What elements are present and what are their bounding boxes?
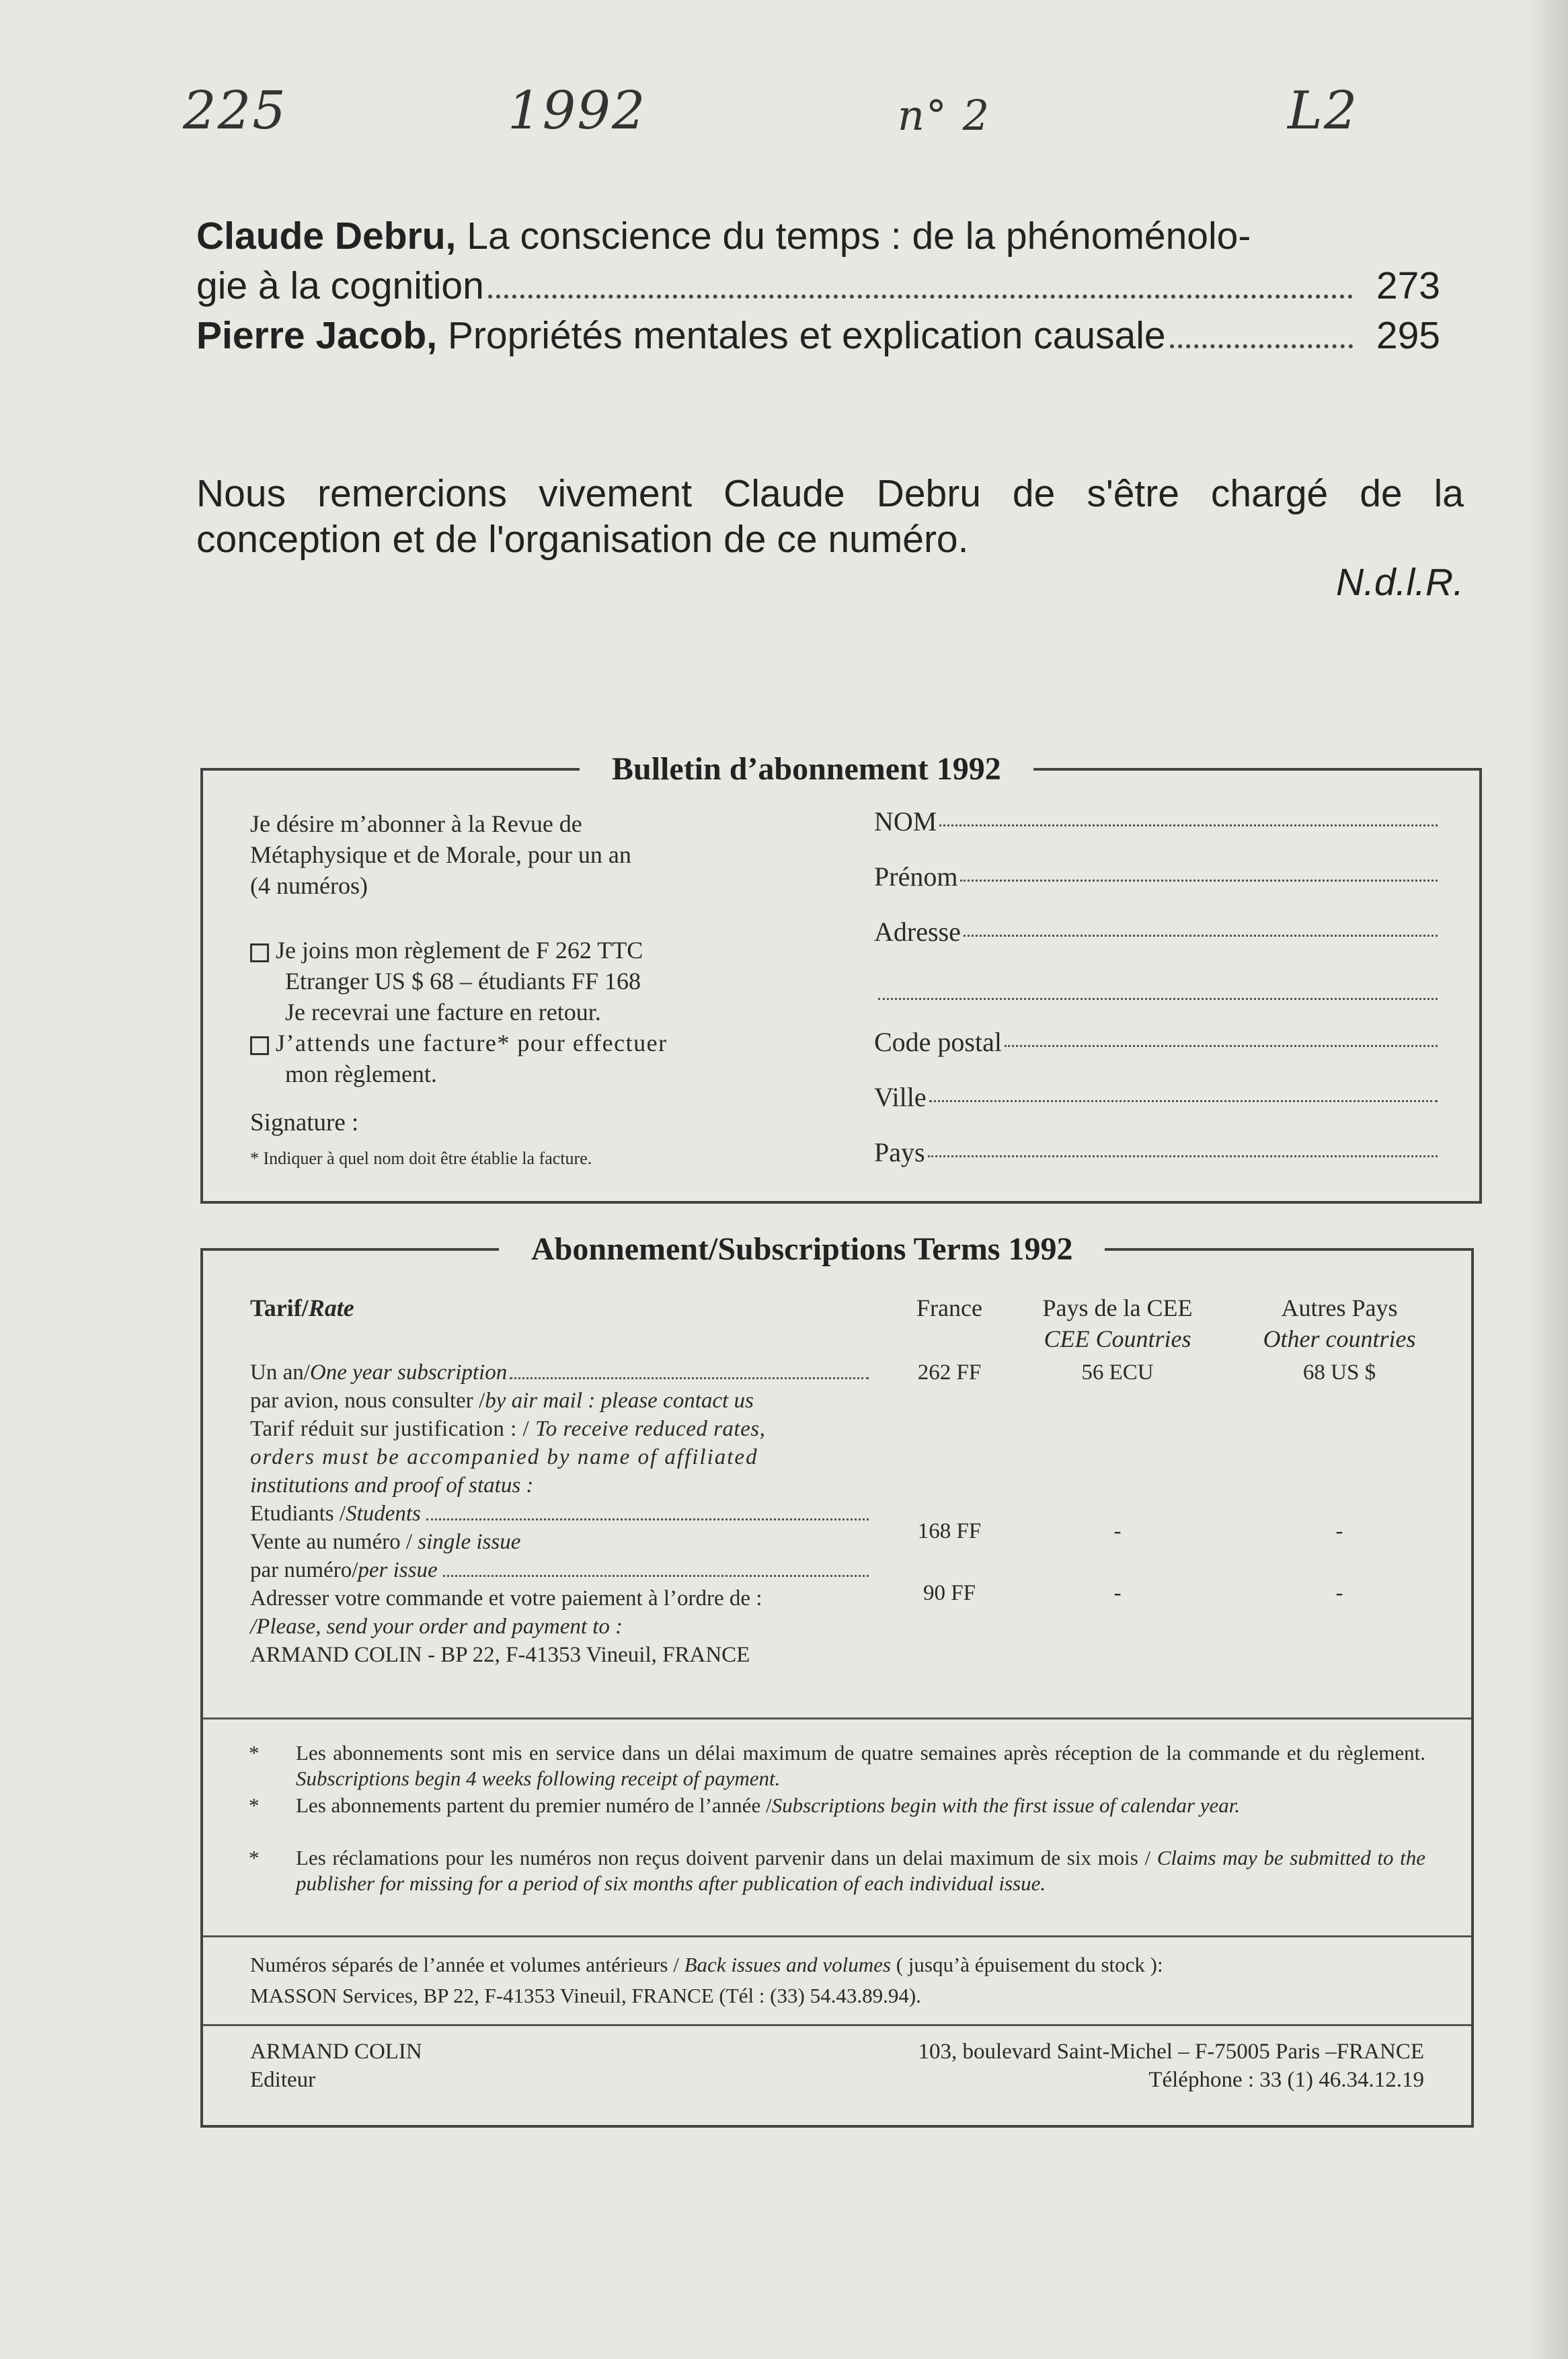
publisher-address: 103, boulevard Saint-Michel – F-75005 Paris –FRANCE (918, 2040, 1424, 2064)
row-air-mail (250, 1387, 869, 1415)
handwritten-number: 225 (183, 81, 287, 141)
row-reduced (250, 1415, 869, 1443)
toc-title: gie à la cognition (196, 264, 484, 307)
price-other-one-year: 68 US $ (1302, 1360, 1376, 1385)
col-label-en: Other countries (1263, 1325, 1416, 1352)
field-label: Ville (874, 1082, 927, 1112)
row-label-en: orders must be accompanied by name of affiliated (250, 1445, 758, 1469)
request-line: Je désire m’abonner à la Revue de (250, 810, 582, 837)
rate-header (250, 1292, 354, 1323)
signature-label: Signature : (250, 1109, 359, 1136)
country-field[interactable] (874, 1136, 1438, 1168)
row-leader (510, 1377, 869, 1379)
option-label: J’attends une facture* pour effectuer (276, 1030, 668, 1056)
price-france-students: 168 FF (917, 1519, 982, 1543)
toc-line (196, 313, 1440, 363)
option-label: mon règlement. (285, 1060, 437, 1087)
publisher-label: ARMAND COLIN (250, 2040, 422, 2064)
checkbox[interactable] (250, 943, 269, 962)
payment-option-invoice[interactable] (250, 1028, 828, 1089)
option-label: Etranger US $ 68 – étudiants FF 168 (285, 968, 641, 995)
order-address: ARMAND COLIN - BP 22, F-41353 Vineuil, FRANCE (250, 1643, 750, 1667)
row-leader (443, 1575, 869, 1577)
handwritten-year: 1992 (508, 81, 647, 141)
handwritten-issue: n° 2 (898, 91, 991, 140)
subscription-form-title: Bulletin d’abonnement 1992 (580, 750, 1033, 787)
rate-label-en: Rate (308, 1294, 354, 1321)
back-issues-text: ( jusqu’à épuisement du stock ): (890, 1953, 1163, 1976)
field-label: Pays (874, 1137, 925, 1167)
toc-author: Claude Debru, (196, 215, 457, 258)
toc-title: La conscience du temps : de la phénoménolo- (467, 215, 1251, 258)
row-label-en: To receive reduced rates, (535, 1417, 766, 1441)
col-cee (1010, 1292, 1225, 1354)
back-issues (250, 1951, 1447, 2009)
note-text: Les réclamations pour les numéros non reçus doivent parvenir dans un delai maximum de six mois / (296, 1846, 1157, 1869)
price-cee-students: - (1113, 1519, 1122, 1543)
col-label: Autres Pays (1281, 1294, 1398, 1321)
toc-entry (196, 214, 1440, 363)
row-label: Un an/ (250, 1360, 310, 1385)
note-item (249, 1740, 1425, 1791)
note-text: Les abonnements sont mis en service dans un délai maximum de quatre semaines après réception de la commande et du règlement. (296, 1741, 1425, 1765)
option-label: Je joins mon règlement de F 262 TTC (276, 937, 643, 964)
publisher-role: Editeur (250, 2068, 316, 2092)
subscription-terms-title: Abonnement/Subscriptions Terms 1992 (499, 1231, 1105, 1268)
rates-list (250, 1358, 869, 1669)
back-issues-text-en: Back issues and volumes (684, 1953, 891, 1976)
subscription-request (250, 808, 801, 901)
handwritten-code: L2 (1288, 81, 1359, 141)
row-one-year (250, 1358, 869, 1387)
price-cee-one-year: 56 ECU (1081, 1360, 1154, 1385)
field-line[interactable] (964, 935, 1438, 937)
row-label-en: Students (346, 1502, 421, 1526)
field-label: Prénom (874, 861, 958, 892)
field-label: NOM (874, 806, 937, 837)
field-label: Code postal (874, 1027, 1002, 1057)
row-label-en: single issue (418, 1530, 521, 1554)
col-label: Pays de la CEE (1042, 1294, 1193, 1321)
request-line: (4 numéros) (250, 872, 368, 899)
toc-leader (1170, 344, 1353, 348)
row-label-en: institutions and proof of status : (250, 1473, 534, 1498)
note-text-en: Subscriptions begin 4 weeks following receipt of payment. (296, 1767, 781, 1790)
editorial-signature: N.d.l.R. (1335, 561, 1464, 604)
page-edge-shadow (1528, 0, 1568, 2359)
toc-line (196, 264, 1440, 313)
request-line: Métaphysique et de Morale, pour un an (250, 841, 631, 868)
note-text-en: Claims may be submitted to the publisher for missing for a period of six months after publication of each individual issue. (296, 1846, 1425, 1895)
toc-line (196, 214, 1440, 264)
name-field[interactable] (874, 806, 1438, 837)
back-issues-address: MASSON Services, BP 22, F-41353 Vineuil, FRANCE (Tél : (33) 54.43.89.94). (250, 1984, 921, 2007)
bullet-star: * (249, 1793, 260, 1817)
note-text-en: Subscriptions begin with the first issue of calendar year. (771, 1793, 1241, 1817)
toc-page: 273 (1376, 264, 1440, 307)
field-line[interactable] (960, 880, 1438, 882)
first-name-field[interactable] (874, 861, 1438, 892)
field-line[interactable] (1005, 1045, 1438, 1047)
divider (203, 2024, 1471, 2026)
col-label-en: CEE Countries (1044, 1325, 1191, 1352)
acknowledgement-text: Nous remercions vivement Claude Debru de s'être chargé de la conception et de l'organisation de ce numéro. (196, 472, 1464, 561)
checkbox[interactable] (250, 1036, 269, 1055)
publisher-contact (918, 2038, 1424, 2094)
invoice-footnote: * Indiquer à quel nom doit être établie la facture. (250, 1149, 592, 1168)
bullet-star: * (249, 1741, 260, 1765)
order-instruction: Adresser votre commande et votre paiement à l’ordre de : (250, 1586, 762, 1611)
row-single (250, 1528, 869, 1556)
row-label: par numéro/ (250, 1558, 358, 1582)
toc-author: Pierre Jacob, (196, 314, 438, 357)
payment-option-enclosed[interactable] (250, 935, 828, 1028)
row-leader (426, 1518, 869, 1520)
col-other (1239, 1292, 1440, 1354)
price-france-per-issue: 90 FF (923, 1581, 976, 1605)
price-other-per-issue: - (1335, 1581, 1343, 1605)
rate-label: Tarif/ (250, 1294, 309, 1321)
publisher-phone: Téléphone : 33 (1) 46.34.12.19 (1148, 2068, 1424, 2092)
row-label-en: by air mail : please contact us (485, 1389, 754, 1413)
price-cee-per-issue: - (1113, 1581, 1122, 1605)
row-students (250, 1500, 869, 1528)
field-line[interactable] (928, 1155, 1438, 1157)
toc-leader (488, 295, 1353, 299)
row-label: Vente au numéro / (250, 1530, 418, 1554)
bullet-star: * (249, 1846, 260, 1869)
price-other-students: - (1335, 1519, 1343, 1543)
publisher-name (250, 2038, 422, 2094)
toc-title: Propriétés mentales et explication causale (447, 314, 1166, 357)
row-label: Etudiants / (250, 1502, 346, 1526)
note-item (249, 1845, 1425, 1896)
back-issues-text: Numéros séparés de l’année et volumes antérieurs / (250, 1953, 684, 1976)
field-line[interactable] (929, 1100, 1438, 1102)
row-label: Tarif réduit sur justification : / (250, 1417, 530, 1441)
field-line[interactable] (939, 824, 1438, 826)
option-label: Je recevrai une facture en retour. (285, 999, 601, 1026)
price-france-one-year: 262 FF (917, 1360, 982, 1385)
address-field[interactable] (874, 916, 1438, 948)
row-label-en: One year subscription (309, 1360, 508, 1385)
row-label: par avion, nous consulter / (250, 1389, 485, 1413)
subscription-terms (200, 1231, 1474, 2128)
field-label: Adresse (874, 917, 961, 947)
toc-page: 295 (1376, 314, 1440, 357)
city-field[interactable] (874, 1081, 1438, 1113)
note-text: Les abonnements partent du premier numéro de l’année / (296, 1793, 772, 1817)
row-per-issue (250, 1556, 869, 1584)
divider (203, 1717, 1471, 1719)
note-item (249, 1793, 1425, 1818)
address-field-line2[interactable] (878, 998, 1438, 1000)
postal-code-field[interactable] (874, 1026, 1438, 1058)
divider (203, 1935, 1471, 1937)
order-instruction-en: /Please, send your order and payment to : (250, 1615, 623, 1639)
row-label-en: per issue (358, 1558, 438, 1582)
col-france: France (916, 1294, 982, 1321)
